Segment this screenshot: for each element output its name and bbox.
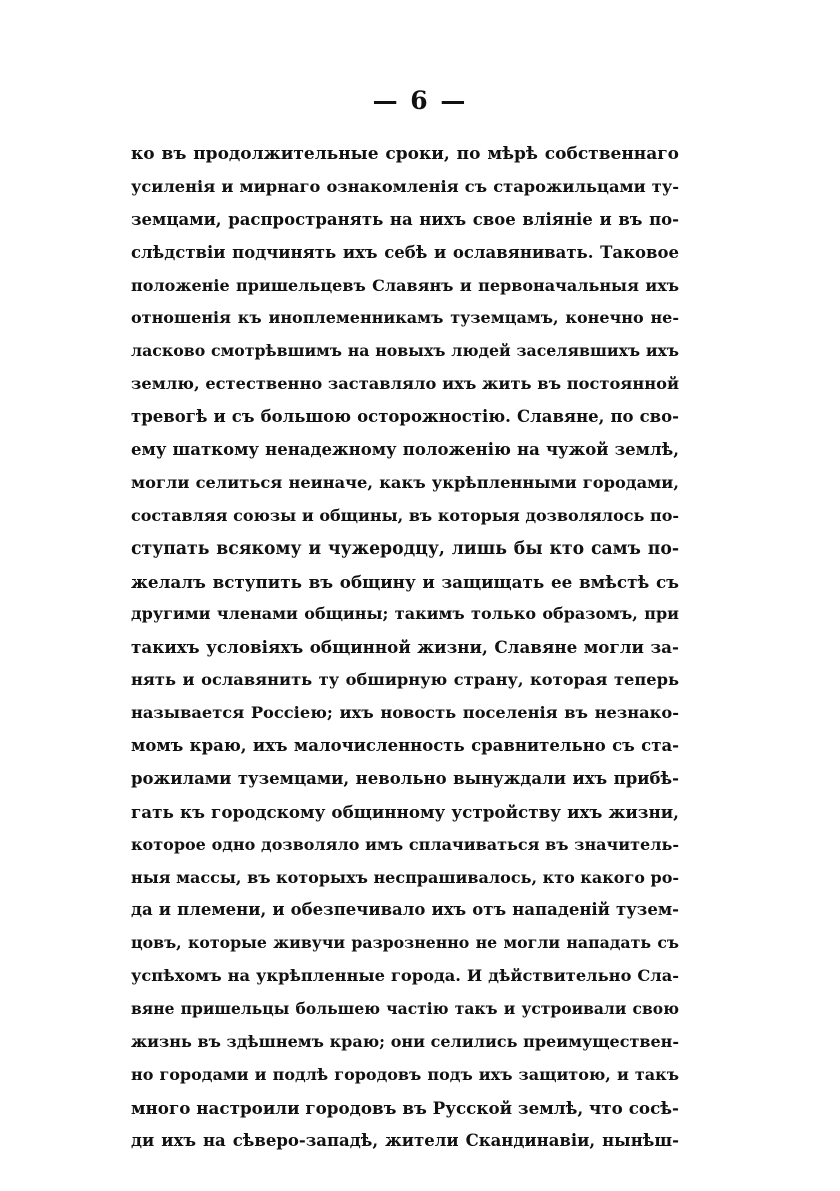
text-line: рожилами туземцами, невольно вынуждали ихъ прибѣ- [131,768,679,788]
text-line: ныя массы, въ которыхъ неспрашивалось, кто какого ро- [131,867,679,887]
text-line: ступать всякому и чужеродцу, лишь бы кто самъ по- [131,538,679,559]
text-line: слѣдствіи подчинять ихъ себѣ и ославянивать. Таковое [131,242,679,262]
text-line: составляя союзы и общины, въ которыя дозволялось по- [131,505,679,525]
text-line: нять и ославянить ту обширную страну, которая теперь [131,670,679,690]
body-text [131,138,679,1158]
text-line: ко въ продолжительные сроки, по мѣрѣ собственнаго [131,144,679,164]
text-line: другими членами общины; такимъ только образомъ, при [131,604,679,624]
text-line: ласково смотрѣвшимъ на новыхъ людей заселявшихъ ихъ [131,341,679,361]
text-line: ди ихъ на сѣверо-западѣ, жители Скандинавіи, нынѣш- [131,1130,679,1150]
text-line: отношенія къ иноплеменникамъ туземцамъ, конечно не- [131,308,679,328]
text-line: такихъ условіяхъ общинной жизни, Славяне могли за- [131,637,679,658]
text-line: положеніе пришельцевъ Славянъ и первоначальныя ихъ [131,275,679,295]
text-line: называется Россіею; ихъ новость поселенія въ незнако- [131,703,679,723]
text-line: усиленія и мирнаго ознакомленія съ старожильцами ту- [131,176,679,196]
text-line: землю, естественно заставляло ихъ жить въ постоянной [131,374,679,394]
text-line: могли селиться неиначе, какъ укрѣпленными городами, [131,472,679,492]
text-line: но городами и подлѣ городовъ подъ ихъ защитою, и такъ [131,1064,679,1084]
text-line: гать къ городскому общинному устройству ихъ жизни, [131,801,679,822]
text-line: успѣхомъ на укрѣпленные города. И дѣйствительно Сла- [131,966,679,986]
text-line: желалъ вступить въ общину и защищать ее вмѣстѣ съ [131,571,679,592]
text-line: ему шаткому ненадежному положенію на чужой землѣ, [131,440,679,460]
text-line: момъ краю, ихъ малочисленность сравнительно съ ста- [131,736,679,756]
text-line: цовъ, которые живучи разрозненно не могли нападать съ [131,933,679,953]
page-number: — 6 — [372,86,468,115]
text-line: жизнь въ здѣшнемъ краю; они селились преимуществен- [131,1032,679,1052]
text-line: да и племени, и обезпечивало ихъ отъ нападеній тузем- [131,900,679,920]
text-line: много настроили городовъ въ Русской землѣ, что сосѣ- [131,1097,679,1118]
text-line: которое одно дозволяло имъ сплачиваться въ значитель- [131,834,679,854]
text-line: земцами, распространять на нихъ свое вліяніе и въ по- [131,209,679,229]
text-line: вяне пришельцы большею частію такъ и устроивали свою [131,999,679,1019]
text-line: тревогѣ и съ большою осторожностію. Славяне, по сво- [131,407,679,427]
